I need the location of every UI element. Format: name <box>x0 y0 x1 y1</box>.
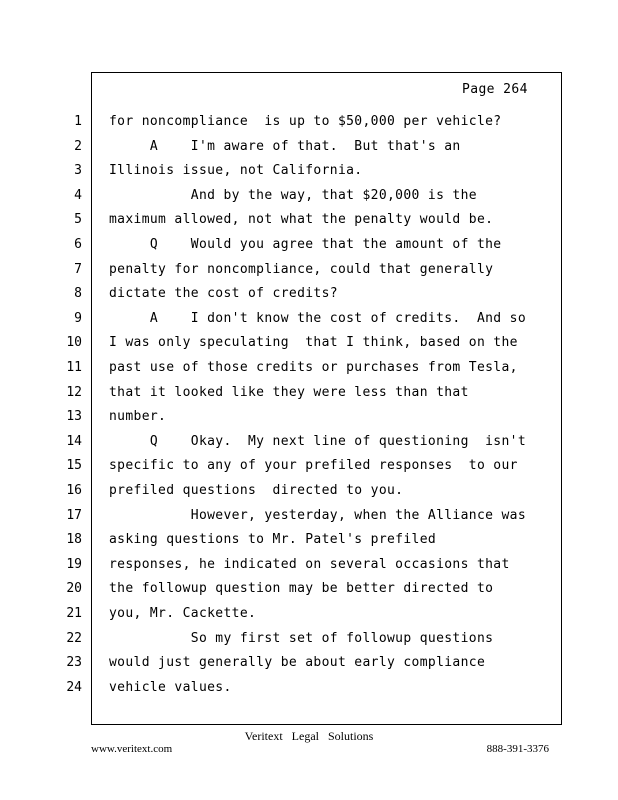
line-text: However, yesterday, when the Alliance was <box>109 507 527 523</box>
line-number: 8 <box>74 286 82 302</box>
line-text: past use of those credits or purchases from Tesla, <box>109 360 518 375</box>
line-number: 7 <box>74 261 82 277</box>
line-text: penalty for noncompliance, could that generally <box>109 261 494 277</box>
line-text: that it looked like they were less than that <box>109 384 469 400</box>
line-number: 18 <box>66 532 82 548</box>
line-number: 23 <box>66 655 82 671</box>
line-number: 14 <box>66 433 82 449</box>
line-text: the followup question may be better directed to <box>109 581 494 597</box>
line-text: vehicle values. <box>109 679 232 695</box>
line-number: 20 <box>66 581 82 597</box>
line-number: 3 <box>74 163 82 179</box>
line-text: Illinois issue, not California. <box>109 163 363 179</box>
page-number: Page 264 <box>462 82 528 97</box>
line-number: 22 <box>66 630 82 646</box>
line-text: So my first set of followup questions <box>109 630 494 646</box>
line-text: dictate the cost of credits? <box>109 286 338 302</box>
line-text: Q Okay. My next line of questioning isn't <box>109 433 527 449</box>
line-number: 19 <box>66 556 82 572</box>
line-number: 11 <box>66 360 82 375</box>
line-number: 5 <box>74 212 82 228</box>
line-text: responses, he indicated on several occasions that <box>109 556 510 572</box>
line-text: A I don't know the cost of credits. And so <box>109 310 527 326</box>
line-text: specific to any of your prefiled responses to our <box>109 458 518 474</box>
line-text: And by the way, that $20,000 is the <box>109 187 477 203</box>
footer-company: Veritext Legal Solutions <box>244 729 374 743</box>
line-text: number. <box>109 409 167 425</box>
line-number: 1 <box>74 114 82 129</box>
line-number: 16 <box>66 483 82 498</box>
line-number: 10 <box>66 335 82 351</box>
line-number: 17 <box>66 507 82 523</box>
line-number: 4 <box>74 187 82 203</box>
line-text: prefiled questions directed to you. <box>109 483 404 498</box>
footer-phone: 888-391-3376 <box>486 743 549 755</box>
line-text: asking questions to Mr. Patel's prefiled <box>109 532 437 548</box>
line-number: 12 <box>66 384 82 400</box>
footer-website: www.veritext.com <box>91 743 173 755</box>
line-number: 24 <box>66 679 82 695</box>
line-text: Q Would you agree that the amount of the <box>109 237 502 252</box>
line-text: for noncompliance is up to $50,000 per vehicle? <box>109 114 502 129</box>
line-text: I was only speculating that I think, based on the <box>109 335 518 351</box>
line-text: you, Mr. Cackette. <box>109 606 257 621</box>
line-text: would just generally be about early compliance <box>109 655 486 671</box>
line-number: 9 <box>74 310 82 326</box>
line-number: 21 <box>66 606 82 621</box>
line-text: maximum allowed, not what the penalty would be. <box>109 212 494 228</box>
line-number: 6 <box>74 237 82 252</box>
line-number: 15 <box>66 458 82 474</box>
line-number: 13 <box>66 409 82 425</box>
line-number: 2 <box>74 138 82 154</box>
line-text: A I'm aware of that. But that's an <box>109 138 461 154</box>
